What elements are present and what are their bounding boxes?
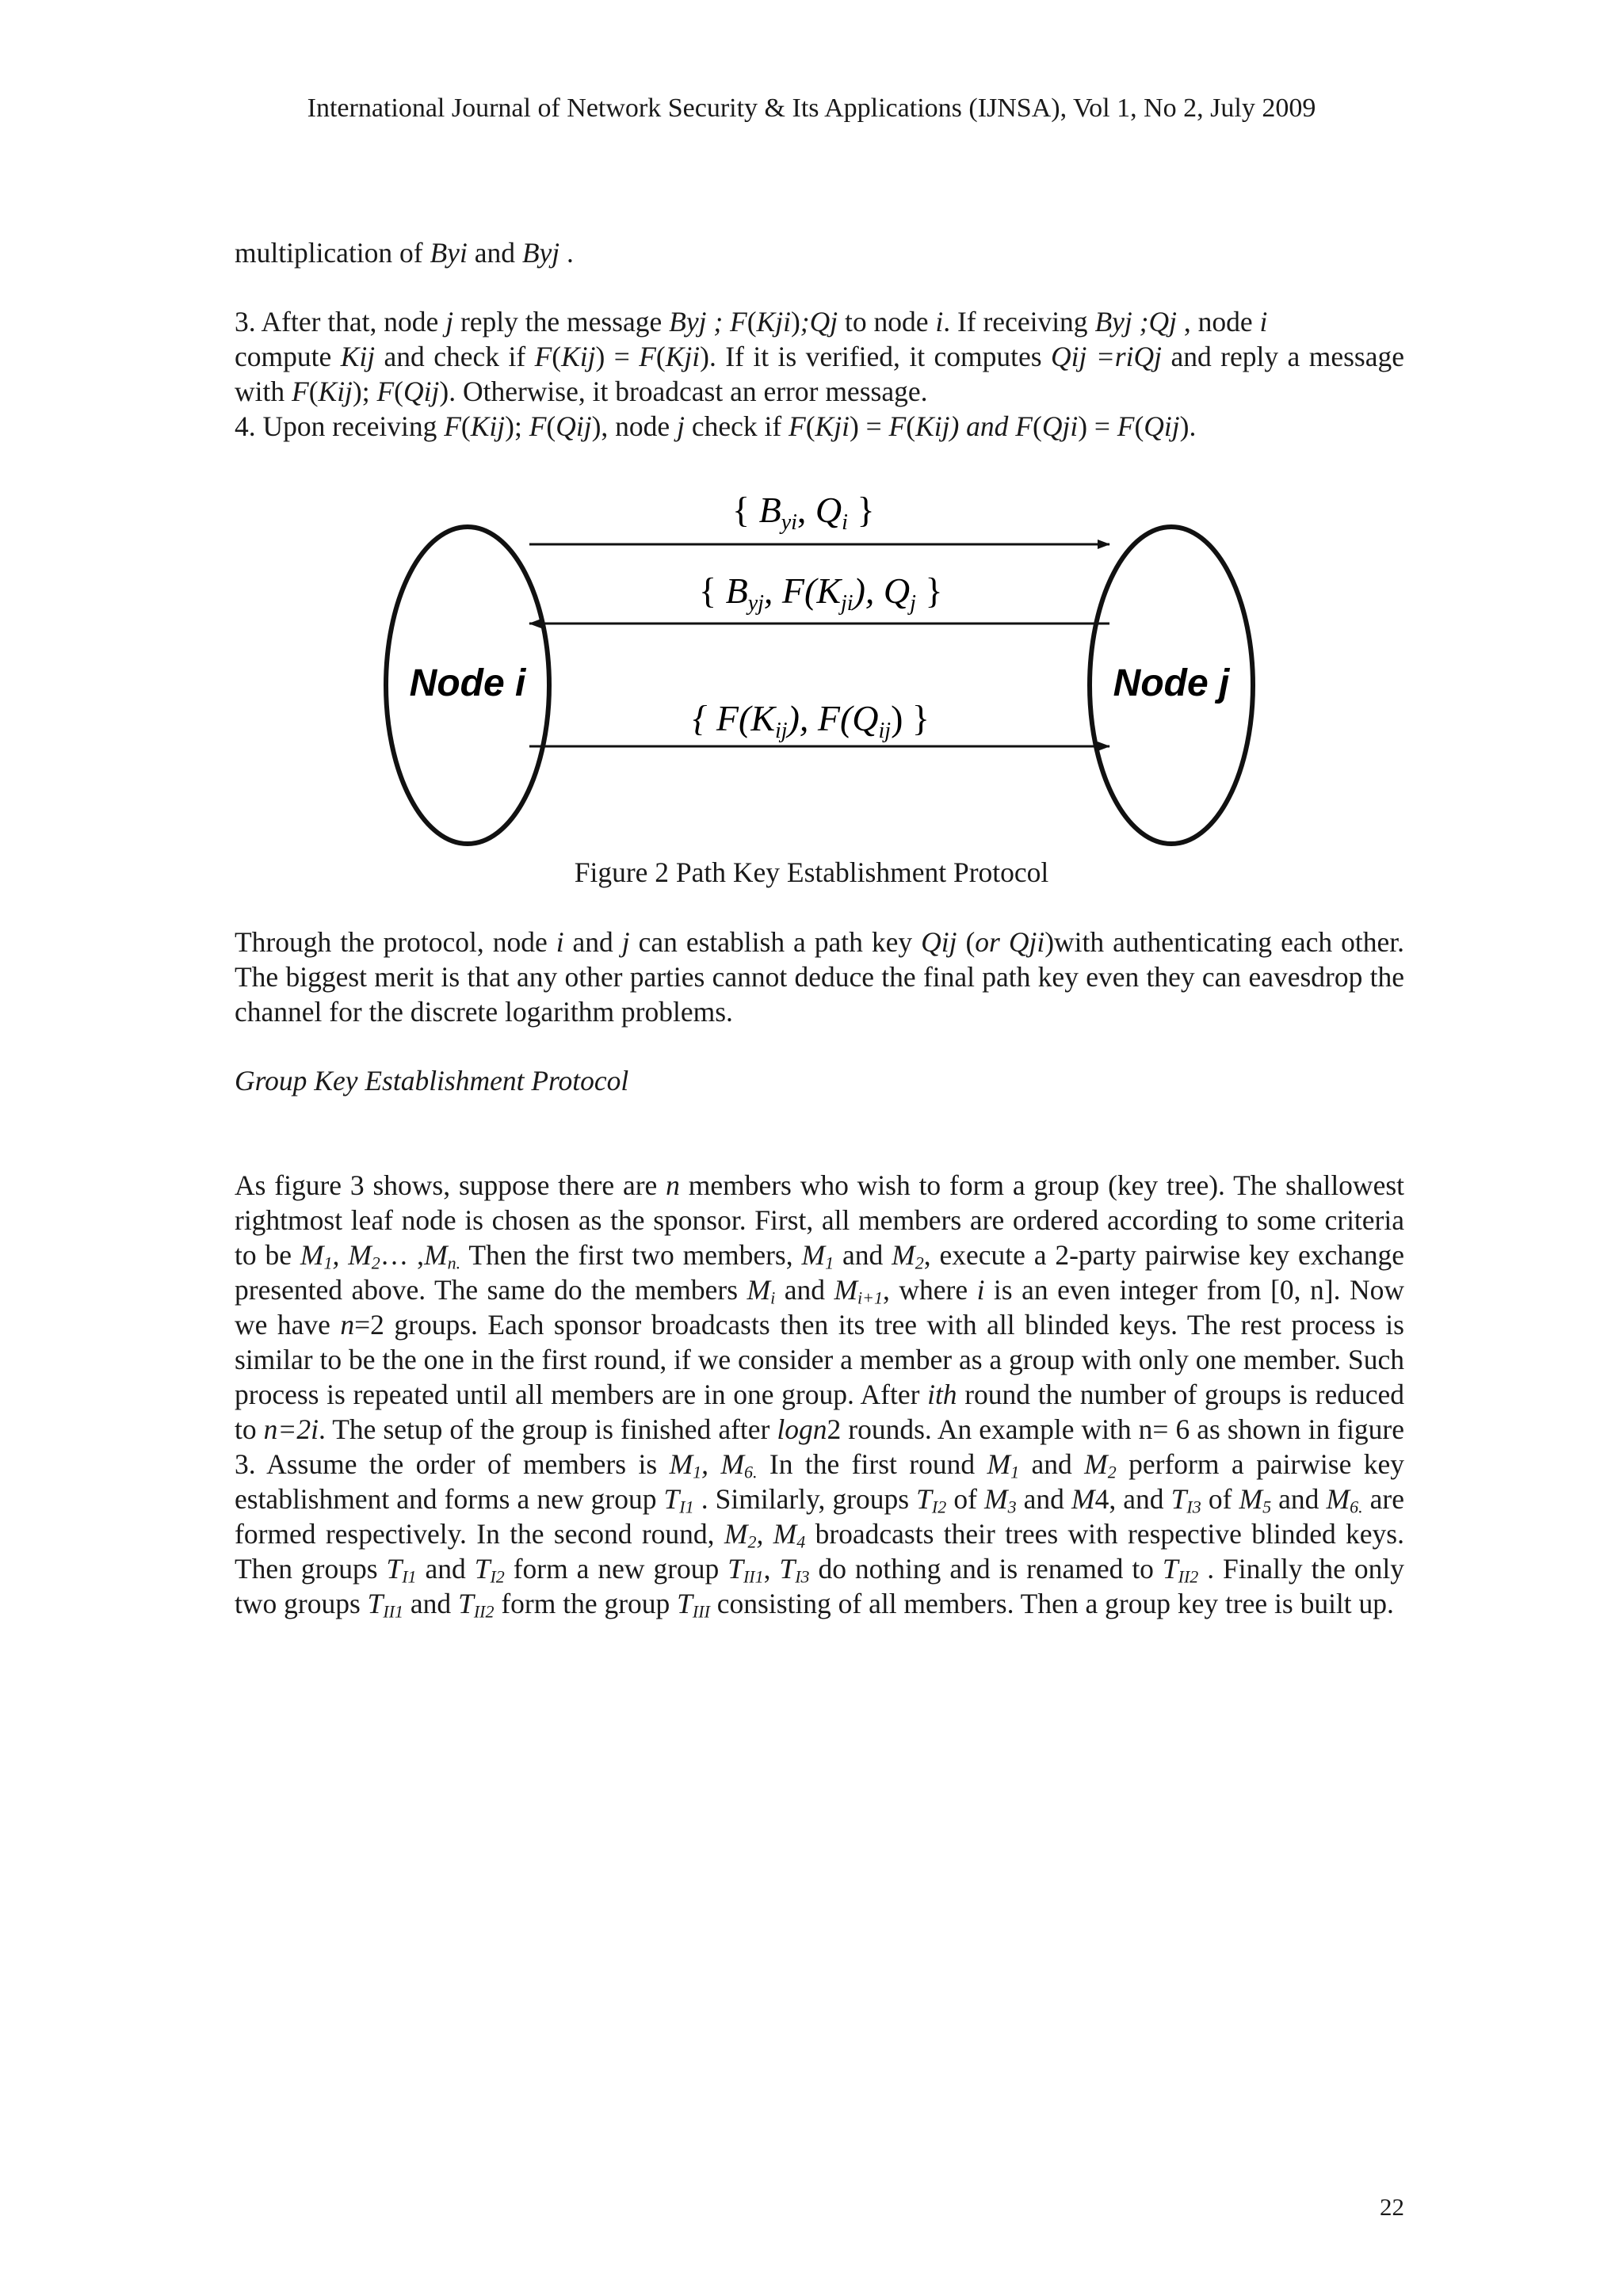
paragraph-protocol-step-3: 3. After that, node j reply the message Byj ; F(Kji);Qj to node i. If receiving Byj ;Qj , node i compute Kij and check if F(Kij) = F(Kji). If it is verified, it computes Qij =riQj and reply a message with F(Kij); F(Qij). Otherwise, it broadcast an error message.	[235, 306, 1404, 407]
paragraph-group-key-protocol: As figure 3 shows, suppose there are n members who wish to form a group (key tree). The shallowest rightmost leaf node is chosen as the sponsor. First, all members are ordered according to some criteria to be $M_1$, $M_2\dots$ $,M_{n.}$ Then the first two members, $M_1$ and $M_2$, execute a 2-party pairwise key exchange presented above. The same do the members $M_i$ and $M_{i+1}$, where i is an even integer from [0, n]. Now we have n=2 groups. Each sponsor broadcasts then its tree with all blinded keys. The rest process is similar to be the one in the first round, if we consider a member as a group with only one member. Such process is repeated until all members are in one group. After ith round the number of groups is reduced to n=2i. The setup of the group is finished after logn2 rounds. An example with n= 6 as shown in figure 3. Assume the order of members is $M_1$, $M_{6.}$ In the first round $M_1$ and $M_2$ perform a pairwise key establishment and forms a new group $T_{I1}$ . Similarly, groups $T_{I2}$ of $M_3$ and M4, and $T_{I3}$ of $M_5$ and $M_{6.}$ are formed respectively. In the second round, $M_2$, $M_4$ broadcasts their trees with respective blinded keys. Then groups $T_{I1}$ and $T_{I2}$ form a new group $T_{II1}$, $T_{I3}$ do nothing and is renamed to $T_{II2}$ . Finally the only two groups $T_{II1}$ and $T_{II2}$ form the group $T_{III}$ consisting of all members. Then a group key tree is built up.	[235, 1169, 1405, 1622]
figure-caption: Figure 2 Path Key Establishment Protocol	[574, 856, 1049, 888]
message-1: { Byi, Qi }	[732, 490, 875, 535]
page-number: 22	[1380, 2193, 1404, 2221]
node-i-label: Node i	[409, 662, 526, 704]
node-j-label: Node j	[1113, 662, 1230, 704]
path-key-protocol-figure	[379, 487, 1282, 860]
paragraph-path-key-summary: Through the protocol, node i and j can establish a path key Qij (or Qji)with authenticating each other. The biggest merit is that any other parties cannot deduce the final path key even they can eavesdrop the channel for the discrete logarithm problems.	[235, 926, 1405, 1028]
message-2: { Byj, F(Kji), Qj }	[699, 570, 943, 616]
message-3: { F(Kij), F(Qij) }	[693, 698, 930, 743]
paragraph-protocol-step-4: 4. Upon receiving F(Kij); F(Qij), node j check if F(Kji) = F(Kij) and F(Qji) = F(Qij).	[235, 410, 1197, 442]
running-header: International Journal of Network Security & Its Applications (IJNSA), Vol 1, No 2, July 2009	[307, 93, 1316, 123]
paragraph-continuation: multiplication of Byi and Byj .	[235, 237, 574, 269]
section-title: Group Key Establishment Protocol	[235, 1065, 629, 1097]
